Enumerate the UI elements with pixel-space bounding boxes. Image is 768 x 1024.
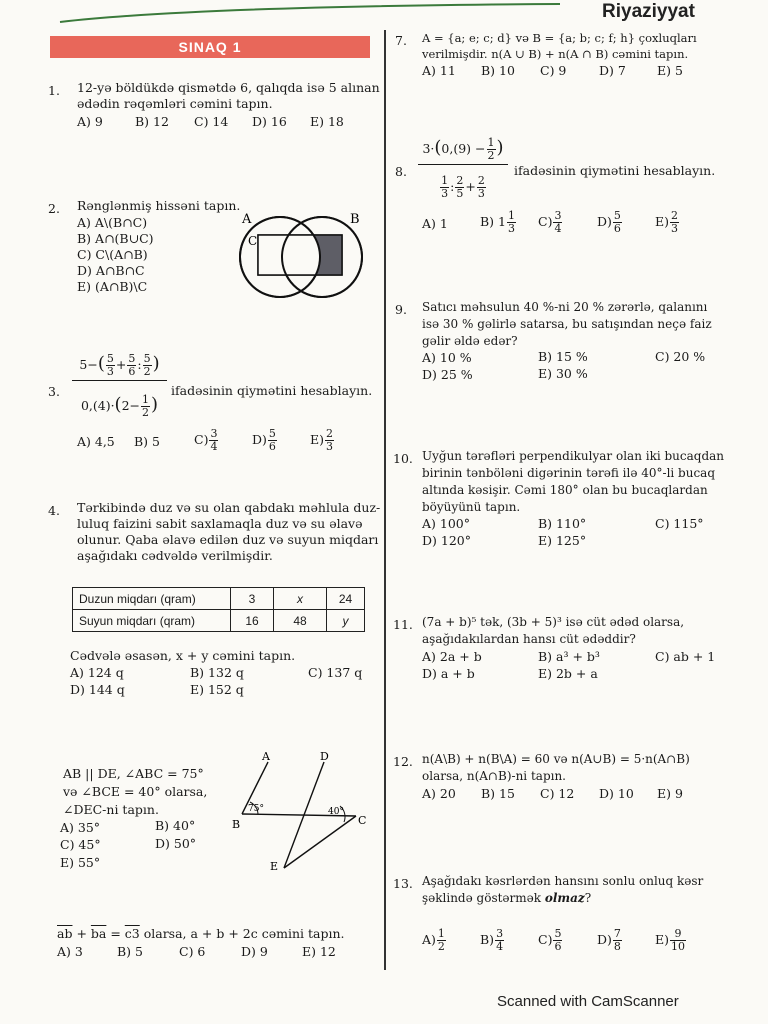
q11-option-c[interactable]: C) ab + 1 [655,649,716,664]
q8-option-a[interactable]: A) 1 [422,216,448,231]
table-cell: 24 [327,588,365,610]
q7-option-b[interactable]: B) 10 [481,63,515,78]
table-cell: Duzun miqdarı (qram) [73,588,231,610]
q12-option-e[interactable]: E) 9 [657,786,683,801]
q7-option-a[interactable]: A) 11 [422,63,456,78]
q3-number: 3. [48,384,60,399]
q12-option-c[interactable]: C) 12 [540,786,575,801]
q9-option-c[interactable]: C) 20 % [655,349,706,364]
fig-label-b: B [232,818,241,831]
q8-text: ifadəsinin qiymətini hesablayın. [514,163,716,178]
fig-label-a: A [262,750,270,763]
q4-table [72,587,365,632]
table-cell: x [274,588,327,610]
q1-number: 1. [48,83,60,98]
q9-option-d[interactable]: D) 25 % [422,367,473,382]
q4-option-d[interactable]: D) 144 q [70,682,125,697]
q4-line4: aşağıdakı cədvəldə verilmişdir. [77,548,273,563]
q2-option-c[interactable]: C) C\(A∩B) [77,247,148,262]
q4-option-c[interactable]: C) 137 q [308,665,363,680]
q10-line3: altında kəsişir. Cəmi 180° olan bu bucaqlardan [422,483,708,497]
q10-line4: böyüyünü tapın. [422,500,521,514]
q13-option-d[interactable]: D) $\frac{7}{8}$ [597,927,621,953]
q9-line1: Satıcı məhsulun 40 %-ni 20 % zərərlə, qalanını [422,300,708,314]
venn-label-b: B [350,212,360,227]
q10-option-e[interactable]: E) 125° [538,533,587,548]
q8-option-d[interactable]: D) $\frac{5}{6}$ [597,209,621,235]
q10-line2: birinin tənböləni digərinin tərəfi ilə 40°-li bucaq [422,466,716,480]
q6-option-b[interactable]: B) 5 [117,944,143,959]
q10-option-a[interactable]: A) 100° [422,516,470,531]
q8-option-b[interactable]: B) 1 $\frac{1}{3}$ [480,209,515,235]
q12-line1: n(A\B) + n(B\A) = 60 və n(A∪B) = 5·n(A∩B) [422,752,690,766]
q10-option-c[interactable]: C) 115° [655,516,704,531]
q12-option-a[interactable]: A) 20 [422,786,456,801]
q12-line2: olarsa, n(A∩B)-ni tapın. [422,769,566,783]
q11-option-a[interactable]: A) 2a + b [422,649,482,664]
q10-option-d[interactable]: D) 120° [422,533,471,548]
q11-option-b[interactable]: B) a³ + b³ [538,649,600,664]
q4-line3: olunur. Qaba əlavə edilən duz və suyun miqdarı [77,532,379,547]
table-cell: y [327,610,365,632]
fig-angle-40: 40° [328,807,344,817]
q8-numerator: 3·(0,(9) − $\frac{1}{2}$ ) [418,137,508,165]
q3-option-c[interactable]: C) $\frac{3}{4}$ [194,427,218,453]
fig-angle-75: 75° [248,804,264,814]
q10-number: 10. [393,451,413,466]
q2-option-b[interactable]: B) A∩(B∪C) [77,231,154,246]
q10-line1: Uyğun tərəfləri perpendikulyar olan iki bucaqdan [422,449,725,463]
q13-line2: şəklində göstərmək olmaz? [422,891,592,905]
q4-ask: Cədvələ əsasən, x + y cəmini tapın. [70,648,296,663]
q4-option-e[interactable]: E) 152 q [190,682,244,697]
q13-line1: Aşağıdakı kəsrlərdən hansını sonlu onluq kəsr [422,874,704,888]
q2-option-d[interactable]: D) A∩B∩C [77,263,145,278]
scanner-watermark: Scanned with CamScanner [497,993,679,1010]
q8-number: 8. [395,164,407,179]
q13-option-e[interactable]: E) $\frac{9}{10}$ [655,927,686,953]
q7-line2: verilmişdir. n(A ∪ B) + n(A ∩ B) cəmini tapın. [422,47,689,61]
q5-option-a[interactable]: A) 35° [60,820,101,835]
fig-label-d: D [320,750,329,763]
table-cell: 48 [274,610,327,632]
q13-option-c[interactable]: C) $\frac{5}{6}$ [538,927,562,953]
q9-option-a[interactable]: A) 10 % [422,350,472,365]
q7-number: 7. [395,33,407,48]
q11-number: 11. [393,617,413,632]
q9-line2: isə 30 % gəlirlə satarsa, bu satışından neçə faiz [422,317,712,331]
q2-title: Rənglənmiş hissəni tapın. [77,198,241,213]
q4-option-a[interactable]: A) 124 q [70,665,124,680]
fig-label-c: C [358,814,367,827]
q6-option-c[interactable]: C) 6 [179,944,206,959]
table-cell: 16 [231,610,274,632]
q13-number: 13. [393,876,413,891]
q6-option-a[interactable]: A) 3 [57,944,83,959]
subject-title: Riyaziyyat [602,1,695,22]
q4-line1: Tərkibində duz və su olan qabdakı məhlula duz- [77,500,381,515]
q6-option-d[interactable]: D) 9 [241,944,268,959]
q5-option-d[interactable]: D) 50° [155,836,197,851]
q8-option-e[interactable]: E) $\frac{2}{3}$ [655,209,679,235]
venn-label-c: C [248,234,258,248]
q1-line1: 12-yə böldükdə qismətdə 6, qalıqda isə 5 alınan [77,80,380,95]
q9-number: 9. [395,302,407,317]
q11-option-d[interactable]: D) a + b [422,666,475,681]
venn-label-a: A [242,212,252,227]
q3-text: ifadəsinin qiymətini hesablayın. [171,383,373,398]
q8-option-c[interactable]: C) $\frac{3}{4}$ [538,209,562,235]
q3-option-e[interactable]: E) $\frac{2}{3}$ [310,427,334,453]
q2-option-e[interactable]: E) (A∩B)\C [77,279,148,294]
q7-option-e[interactable]: E) 5 [657,63,683,78]
q12-number: 12. [393,754,413,769]
q5-line2: və ∠BCE = 40° olarsa, [63,784,208,799]
q2-option-a[interactable]: A) A\(B∩C) [77,215,148,230]
q13-option-b[interactable]: B) $\frac{3}{4}$ [480,927,504,953]
q1-option-b[interactable]: B) 12 [135,114,169,129]
q1-option-c[interactable]: C) 14 [194,114,229,129]
q5-option-e[interactable]: E) 55° [60,855,101,870]
q6-text: $\overline{ab} + \overline{ba} = c3$ olarsa, a + b + 2c cəmini tapın. [57,926,345,941]
test-banner: SINAQ 1 [50,36,370,58]
q6-option-e[interactable]: E) 12 [302,944,336,959]
q4-number: 4. [48,503,60,518]
column-divider [384,30,386,970]
q2-number: 2. [48,201,60,216]
q3-denominator: 0,(4)·(2− $\frac{1}{2}$ ) [80,393,159,419]
q11-line1: (7a + b)⁵ tək, (3b + 5)³ isə cüt ədəd olarsa, [422,615,685,629]
q3-option-b[interactable]: B) 5 [134,434,160,449]
q5-line3: ∠DEC-ni tapın. [63,802,159,817]
q9-line3: gəlir əldə edər? [422,334,518,348]
q9-option-b[interactable]: B) 15 % [538,349,588,364]
q1-line2: ədədin rəqəmləri cəmini tapın. [77,96,273,111]
q5-geometry-figure [228,750,373,880]
table-row [73,588,365,610]
q1-option-a[interactable]: A) 9 [77,114,103,129]
q7-option-c[interactable]: C) 9 [540,63,567,78]
q12-option-b[interactable]: B) 15 [481,786,515,801]
q3-option-a[interactable]: A) 4,5 [77,434,115,449]
q1-option-d[interactable]: D) 16 [252,114,287,129]
q5-option-c[interactable]: C) 45° [60,837,101,852]
q7-option-d[interactable]: D) 7 [599,63,626,78]
q9-option-e[interactable]: E) 30 % [538,366,588,381]
q7-line1: A = {a; e; c; d} və B = {a; b; c; f; h} çoxluqları [422,31,697,45]
q1-option-e[interactable]: E) 18 [310,114,344,129]
q11-option-e[interactable]: E) 2b + a [538,666,598,681]
q5-option-b[interactable]: B) 40° [155,818,196,833]
table-cell: Suyun miqdarı (qram) [73,610,231,632]
q4-option-b[interactable]: B) 132 q [190,665,244,680]
q11-line2: aşağıdakılardan hansı cüt ədəddir? [422,632,636,646]
q12-option-d[interactable]: D) 10 [599,786,634,801]
q4-line2: luluq faizini sabit saxlamaqla duz və su əlavə [77,516,363,531]
fig-label-e: E [270,860,279,873]
q10-option-b[interactable]: B) 110° [538,516,587,531]
q8-denominator: $\frac{1}{3}$ : $\frac{2}{5}$ + $\frac{2}{3}$ [441,174,485,200]
q13-option-a[interactable]: A) $\frac{1}{2}$ [422,927,445,953]
q3-option-d[interactable]: D) $\frac{5}{6}$ [252,427,276,453]
q3-numerator: 5−( $\frac{5}{3}$ + $\frac{5}{6}$ : $\frac{5}{2}$ ) [72,353,167,381]
table-cell: 3 [231,588,274,610]
table-row [73,610,365,632]
venn-diagram [232,205,372,300]
q5-line1: AB || DE, ∠ABC = 75° [63,766,204,781]
